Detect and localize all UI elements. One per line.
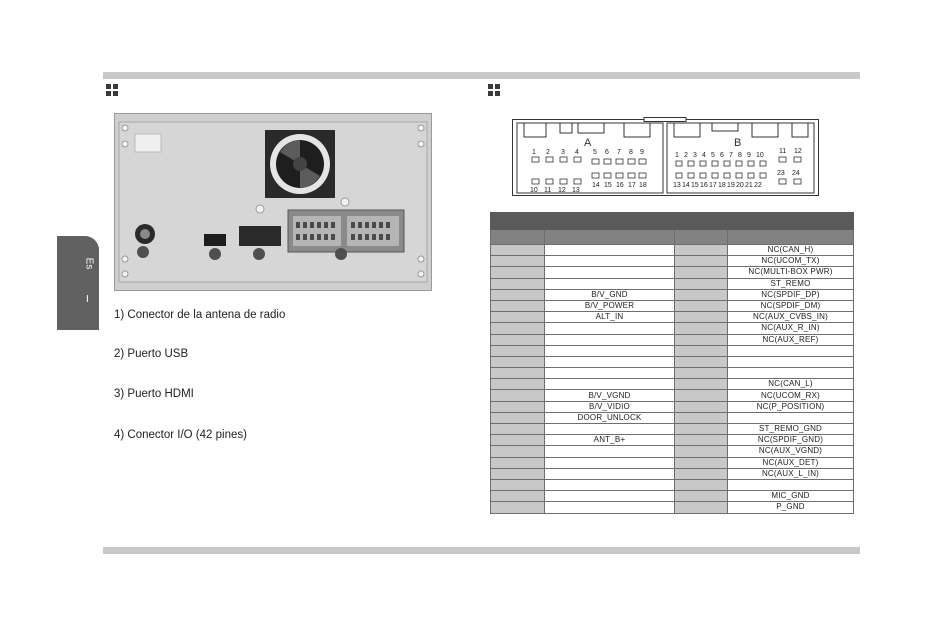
pin-label: 7 [729,152,733,159]
connector-b-signal [728,368,854,379]
connector-a-signal [545,424,675,435]
language-side-tab [57,236,99,330]
connector-b-signal [728,479,854,490]
connector-b-signal [728,345,854,356]
connector-a-signal [545,502,675,513]
pin-label: 16 [700,182,708,189]
legend-item-antenna: 1) Conector de la antena de radio [114,309,286,321]
pin-number-cell [675,379,728,390]
pin-label: 5 [711,152,715,159]
connector-a-signal [545,379,675,390]
pin-number-cell [491,323,545,334]
connector-b-signal [728,356,854,367]
pin-number-cell [675,446,728,457]
table-row [491,468,854,479]
table-row [491,424,854,435]
pin-label: 15 [604,182,612,189]
pin-number-cell [491,435,545,446]
connector-b-signal: NC(UCOM_TX) [728,256,854,267]
connector-a-signal: ALT_IN [545,312,675,323]
pin-number-cell [491,300,545,311]
pin-number-cell [675,502,728,513]
pin-label: 6 [720,152,724,159]
pin-number-cell [491,479,545,490]
pin-label: 8 [738,152,742,159]
table-header-band [491,213,854,230]
pin-label: 23 [777,170,785,177]
connector-b-signal: NC(AUX_VGND) [728,446,854,457]
table-row [491,379,854,390]
language-code: Es [83,257,95,270]
pin-label: 22 [754,182,762,189]
pin-label: 8 [629,149,633,156]
pin-number-cell [675,412,728,423]
table-row [491,401,854,412]
connector-b-signal: P_GND [728,502,854,513]
table-row [491,412,854,423]
pin-number-cell [491,289,545,300]
pin-label: 13 [673,182,681,189]
connector-a-signal [545,334,675,345]
connector-b-signal: ST_REMO_GND [728,424,854,435]
pin-label: 17 [628,182,636,189]
pin-number-cell [675,256,728,267]
column-header [545,230,675,245]
column-header [675,230,728,245]
pin-label: 19 [727,182,735,189]
connector-a-signal [545,479,675,490]
pin-number-cell [675,278,728,289]
pin-number-cell [675,334,728,345]
connector-b-signal: NC(CAN_L) [728,379,854,390]
connector-b-signal: NC(P_POSITION) [728,401,854,412]
table-row [491,334,854,345]
pin-label: 10 [530,187,538,194]
pin-assignment-table [490,212,854,514]
connector-a-signal [545,356,675,367]
pin-label: 12 [794,148,802,155]
pin-number-cell [675,468,728,479]
section-marker: I [86,294,89,305]
pin-number-cell [675,390,728,401]
rear-panel-illustration [115,114,431,290]
connector-a-signal [545,245,675,256]
pin-number-cell [675,491,728,502]
pin-label: 7 [617,149,621,156]
pin-number-cell [491,379,545,390]
pin-number-cell [675,323,728,334]
pin-label: 14 [592,182,600,189]
table-row [491,256,854,267]
table-row [491,390,854,401]
connector-b-signal: NC(CAN_H) [728,245,854,256]
pin-number-cell [491,390,545,401]
pin-label: 1 [532,149,536,156]
connector-a-signal [545,323,675,334]
connector-a-signal [545,278,675,289]
connector-b-signal: ST_REMO [728,278,854,289]
table-row [491,446,854,457]
pin-label: 14 [682,182,690,189]
connector-a-signal [545,446,675,457]
pin-label: 3 [561,149,565,156]
pin-number-cell [491,278,545,289]
connector-b-signal: NC(AUX_CVBS_IN) [728,312,854,323]
table-row [491,278,854,289]
pin-label: 11 [779,148,787,155]
table-row [491,300,854,311]
pin-label: 15 [691,182,699,189]
table-row [491,312,854,323]
pin-label: 18 [718,182,726,189]
pin-label: 17 [709,182,717,189]
pin-number-cell [675,435,728,446]
connector-a-signal [545,345,675,356]
pin-number-cell [675,267,728,278]
connector-b-signal: NC(SPDIF_GND) [728,435,854,446]
pin-label: 10 [756,152,764,159]
pin-number-cell [675,300,728,311]
pin-number-cell [491,267,545,278]
connector-b-signal: NC(SPDIF_DP) [728,289,854,300]
pin-label: 12 [558,187,566,194]
table-row [491,502,854,513]
connector-a-signal: B/V_POWER [545,300,675,311]
connector-a-signal: B/V_GND [545,289,675,300]
pin-label: 4 [575,149,579,156]
pin-label: 9 [747,152,751,159]
connector-label-b: B [734,137,742,149]
pin-number-cell [675,245,728,256]
pin-label: 11 [544,187,552,194]
pin-number-cell [675,424,728,435]
pin-number-cell [675,457,728,468]
rear-panel-photo [114,113,432,291]
pin-label: 2 [684,152,688,159]
table-row [491,345,854,356]
legend-item-io: 4) Conector I/O (42 pines) [114,429,247,441]
connector-b-signal: NC(AUX_R_IN) [728,323,854,334]
pin-number-cell [491,256,545,267]
connector-b-signal [728,412,854,423]
legend-item-usb: 2) Puerto USB [114,348,189,360]
table-row [491,491,854,502]
connector-a-signal [545,368,675,379]
pin-number-cell [491,446,545,457]
pin-number-cell [675,289,728,300]
pin-number-cell [675,312,728,323]
table-row [491,267,854,278]
connector-a-signal [545,256,675,267]
pin-number-cell [491,356,545,367]
table-row [491,356,854,367]
connector-a-signal [545,468,675,479]
pin-number-cell [675,368,728,379]
bottom-rule [103,547,860,554]
column-header [728,230,854,245]
table-row [491,435,854,446]
pin-number-cell [675,356,728,367]
connector-b-signal: MIC_GND [728,491,854,502]
pin-number-cell [675,345,728,356]
pin-label: 24 [792,170,800,177]
legend-item-hdmi: 3) Puerto HDMI [114,388,194,400]
pin-number-cell [491,345,545,356]
connector-a-signal: ANT_B+ [545,435,675,446]
connector-b-signal: NC(SPDIF_DM) [728,300,854,311]
pin-number-cell [491,334,545,345]
pin-number-cell [491,424,545,435]
table-row [491,245,854,256]
connector-a-signal: B/V_VGND [545,390,675,401]
connector-b-signal: NC(UCOM_RX) [728,390,854,401]
pin-label: 18 [639,182,647,189]
pin-label: 9 [640,149,644,156]
pin-label: 6 [605,149,609,156]
pin-number-cell [491,401,545,412]
connector-a-signal: B/V_VIDIO [545,401,675,412]
connector-b-signal: NC(AUX_REF) [728,334,854,345]
pin-number-cell [491,457,545,468]
connector-a-signal [545,457,675,468]
pin-label: 1 [675,152,679,159]
section-bullet-icon [488,84,500,96]
pin-label: 2 [546,149,550,156]
connector-a-signal [545,491,675,502]
pin-number-cell [675,479,728,490]
io-connector-diagram [512,117,819,197]
connector-b-signal: NC(AUX_DET) [728,457,854,468]
pin-label: 4 [702,152,706,159]
pin-number-cell [675,401,728,412]
pin-label: 5 [593,149,597,156]
pin-number-cell [491,502,545,513]
pin-label: 21 [745,182,753,189]
pin-number-cell [491,368,545,379]
connector-label-a: A [584,137,592,149]
connector-a-signal [545,267,675,278]
pin-label: 16 [616,182,624,189]
connector-b-signal: NC(AUX_L_IN) [728,468,854,479]
section-bullet-icon [106,84,118,96]
table-row [491,289,854,300]
pin-number-cell [491,468,545,479]
table-row [491,323,854,334]
connector-a-signal: DOOR_UNLOCK [545,412,675,423]
pin-number-cell [491,491,545,502]
table-row [491,368,854,379]
connector-b-signal: NC(MULTI-BOX PWR) [728,267,854,278]
table-row [491,457,854,468]
table-row [491,479,854,490]
pin-number-cell [491,312,545,323]
pin-table-body [491,245,854,514]
pin-label: 3 [693,152,697,159]
pin-number-cell [491,412,545,423]
pin-number-cell [491,245,545,256]
pin-label: 13 [572,187,580,194]
column-header [491,230,545,245]
pin-label: 20 [736,182,744,189]
top-rule [103,72,860,79]
